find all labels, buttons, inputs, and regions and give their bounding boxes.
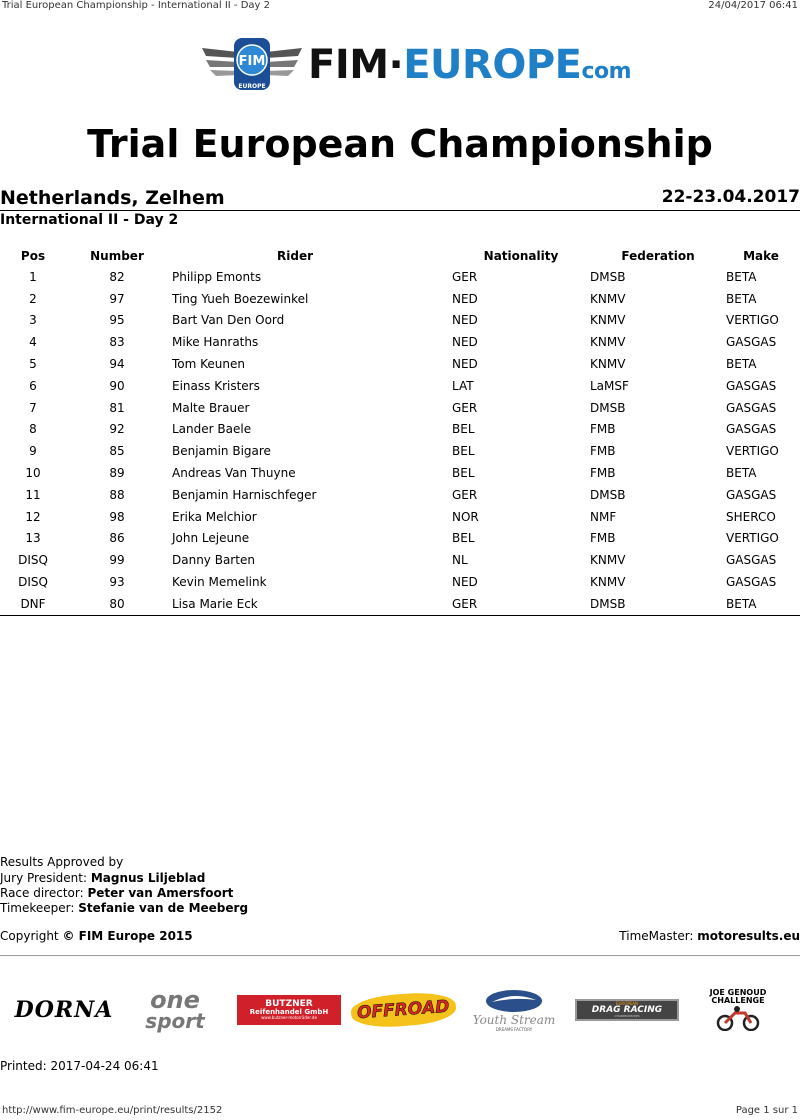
youthstream-swoosh-icon bbox=[484, 989, 544, 1013]
class-title: International II - Day 2 bbox=[0, 212, 179, 228]
cell-federation: KNMV bbox=[590, 553, 626, 568]
table-row bbox=[0, 528, 800, 550]
cell-pos: 13 bbox=[25, 531, 41, 546]
cell-nationality: BEL bbox=[452, 466, 475, 481]
page-title: Trial European Championship bbox=[87, 122, 713, 166]
table-row bbox=[0, 375, 800, 397]
cell-number: 86 bbox=[109, 531, 125, 546]
cell-nationality: GER bbox=[452, 400, 478, 415]
table-row bbox=[0, 549, 800, 571]
table-row bbox=[0, 331, 800, 353]
cell-make: GASGAS bbox=[726, 422, 777, 437]
cell-federation: DMSB bbox=[590, 487, 626, 502]
cell-make: VERTIGO bbox=[726, 531, 779, 546]
cell-rider: Bart Van Den Oord bbox=[172, 313, 285, 328]
cell-pos: 11 bbox=[25, 487, 41, 502]
cell-nationality: NED bbox=[452, 335, 478, 350]
page-number: Page 1 sur 1 bbox=[735, 1105, 798, 1116]
cell-nationality: LAT bbox=[452, 378, 474, 393]
cell-federation: FMB bbox=[590, 531, 616, 546]
cell-make: BETA bbox=[726, 269, 757, 284]
table-row bbox=[0, 571, 800, 593]
table-row bbox=[0, 419, 800, 441]
sponsor-joegenoud-logo: JOE GENOUD CHALLENGE bbox=[708, 982, 768, 1038]
cell-pos: 3 bbox=[29, 313, 37, 328]
cell-federation: KNMV bbox=[590, 575, 626, 590]
sponsor-dragracing-logo: EUROPEAN DRAG RACING CHAMPIONSHIPS bbox=[574, 982, 680, 1038]
cell-pos: 2 bbox=[29, 291, 37, 306]
cell-number: 93 bbox=[109, 575, 125, 590]
cell-make: BETA bbox=[726, 291, 757, 306]
cell-federation: FMB bbox=[590, 466, 616, 481]
cell-federation: KNMV bbox=[590, 357, 626, 372]
table-header-row bbox=[0, 246, 800, 266]
table-row bbox=[0, 397, 800, 419]
sponsor-dorna-logo: DORNA bbox=[14, 997, 114, 1023]
cell-pos: 10 bbox=[25, 466, 41, 481]
cell-number: 95 bbox=[109, 313, 125, 328]
cell-federation: FMB bbox=[590, 422, 616, 437]
cell-nationality: BEL bbox=[452, 422, 475, 437]
approval-heading: Results Approved by bbox=[0, 855, 124, 869]
page-url[interactable]: http://www.fim-europe.eu/print/results/2152 bbox=[2, 1105, 223, 1116]
cell-number: 97 bbox=[109, 291, 125, 306]
svg-text:EUROPE: EUROPE bbox=[238, 83, 266, 90]
cell-federation: FMB bbox=[590, 444, 616, 459]
table-row bbox=[0, 462, 800, 484]
cell-pos: 8 bbox=[29, 422, 37, 437]
cell-nationality: NED bbox=[452, 575, 478, 590]
cell-nationality: GER bbox=[452, 487, 478, 502]
cell-rider: Ting Yueh Boezewinkel bbox=[172, 291, 309, 306]
col-header-federation: Federation bbox=[621, 249, 695, 263]
cell-make: VERTIGO bbox=[726, 444, 779, 459]
cell-pos: DNF bbox=[0, 593, 66, 615]
cell-rider: Mike Hanraths bbox=[172, 335, 259, 350]
cell-make: BETA bbox=[726, 357, 757, 372]
cell-nationality: NOR bbox=[452, 509, 479, 524]
cell-rider: Kevin Memelink bbox=[172, 575, 267, 590]
cell-rider: Andreas Van Thuyne bbox=[172, 466, 296, 481]
table-row bbox=[0, 288, 800, 310]
cell-make: GASGAS bbox=[726, 487, 777, 502]
jury-president: Jury President: Magnus Liljeblad bbox=[0, 871, 206, 885]
cell-rider: Malte Brauer bbox=[172, 400, 250, 415]
col-header-nationality: Nationality bbox=[483, 249, 559, 263]
svg-text:FIM: FIM bbox=[238, 54, 266, 69]
cell-nationality: NED bbox=[452, 291, 478, 306]
cell-make: GASGAS bbox=[726, 553, 777, 568]
sponsor-youthstream-logo: Youth Stream DREAMS FACTORY bbox=[466, 982, 562, 1038]
event-dates: 22-23.04.2017 bbox=[661, 187, 800, 207]
cell-nationality: NED bbox=[452, 313, 478, 328]
cell-number: 82 bbox=[109, 269, 125, 284]
cell-pos: 1 bbox=[29, 269, 37, 284]
cell-number: 81 bbox=[109, 400, 125, 415]
cell-pos: DISQ bbox=[18, 553, 48, 568]
cell-rider: Einass Kristers bbox=[172, 378, 260, 393]
page-header-title: Trial European Championship - International II - Day 2 bbox=[2, 0, 270, 11]
cell-make: GASGAS bbox=[726, 575, 777, 590]
cell-make: SHERCO bbox=[726, 509, 776, 524]
cell-nationality: BEL bbox=[452, 531, 475, 546]
cell-pos: 4 bbox=[29, 335, 37, 350]
cell-rider: Danny Barten bbox=[172, 553, 255, 568]
table-row bbox=[0, 310, 800, 332]
race-director: Race director: Peter van Amersfoort bbox=[0, 886, 234, 900]
cell-number: 94 bbox=[109, 357, 125, 372]
cell-number: 88 bbox=[109, 487, 125, 502]
col-header-make: Make bbox=[743, 249, 779, 263]
cell-nationality: BEL bbox=[452, 444, 475, 459]
cell-rider: Benjamin Bigare bbox=[172, 444, 271, 459]
cell-number: 99 bbox=[109, 553, 125, 568]
col-header-number: Number bbox=[90, 249, 144, 263]
cell-federation: DMSB bbox=[590, 593, 726, 615]
cell-number: 80 bbox=[66, 593, 168, 615]
cell-number: 83 bbox=[109, 335, 125, 350]
motorbike-icon bbox=[713, 1005, 763, 1031]
cell-nationality: NED bbox=[452, 357, 478, 372]
cell-rider: Lander Baele bbox=[172, 422, 252, 437]
cell-federation: KNMV bbox=[590, 291, 626, 306]
cell-federation: LaMSF bbox=[590, 378, 629, 393]
timemaster: TimeMaster: motoresults.eu bbox=[619, 929, 800, 943]
logo-fim-text: FIM· bbox=[308, 42, 404, 88]
cell-number: 90 bbox=[109, 378, 125, 393]
cell-pos: 5 bbox=[29, 357, 37, 372]
cell-number: 98 bbox=[109, 509, 125, 524]
cell-federation: NMF bbox=[590, 509, 617, 524]
fim-wing-badge-icon bbox=[200, 36, 304, 98]
cell-make: GASGAS bbox=[726, 378, 777, 393]
cell-make: BETA bbox=[726, 466, 757, 481]
copyright: Copyright © FIM Europe 2015 bbox=[0, 929, 193, 943]
header-divider bbox=[0, 210, 800, 211]
logo-com-text: com bbox=[581, 59, 632, 84]
cell-make: GASGAS bbox=[726, 335, 777, 350]
cell-make: GASGAS bbox=[726, 400, 777, 415]
sponsor-offroad-logo: OFFROAD bbox=[356, 982, 450, 1038]
cell-make: BETA bbox=[726, 593, 800, 615]
cell-nationality: NL bbox=[452, 553, 468, 568]
cell-pos: 9 bbox=[29, 444, 37, 459]
cell-number: 89 bbox=[109, 466, 125, 481]
results-table bbox=[0, 246, 800, 616]
col-header-pos: Pos bbox=[20, 249, 46, 263]
cell-rider: Tom Keunen bbox=[172, 357, 245, 372]
cell-rider: Philipp Emonts bbox=[172, 269, 262, 284]
table-row bbox=[0, 484, 800, 506]
cell-rider: Erika Melchior bbox=[172, 509, 257, 524]
cell-pos: 6 bbox=[29, 378, 37, 393]
fim-europe-logo bbox=[200, 36, 632, 100]
table-row bbox=[0, 593, 800, 615]
page-header-date: 24/04/2017 06:41 bbox=[708, 0, 798, 11]
cell-number: 85 bbox=[109, 444, 125, 459]
cell-federation: KNMV bbox=[590, 335, 626, 350]
cell-federation: DMSB bbox=[590, 400, 626, 415]
printed-timestamp: Printed: 2017-04-24 06:41 bbox=[0, 1059, 159, 1073]
cell-number: 92 bbox=[109, 422, 125, 437]
sponsor-onesport-logo: one sport bbox=[145, 986, 205, 1033]
table-row bbox=[0, 353, 800, 375]
cell-nationality: GER bbox=[452, 269, 478, 284]
cell-nationality: GER bbox=[452, 593, 590, 615]
cell-federation: KNMV bbox=[590, 313, 626, 328]
cell-rider: John Lejeune bbox=[172, 531, 250, 546]
cell-pos: DISQ bbox=[18, 575, 48, 590]
cell-make: VERTIGO bbox=[726, 313, 779, 328]
col-header-rider: Rider bbox=[277, 249, 313, 263]
cell-pos: 12 bbox=[25, 509, 41, 524]
sponsor-butzner-logo: BUTZNER Reifenhandel GmbH www.butzner-motorräder.de bbox=[236, 982, 342, 1038]
logo-europe-text: EUROPE bbox=[403, 42, 582, 88]
table-row bbox=[0, 440, 800, 462]
table-row bbox=[0, 266, 800, 288]
footer-divider bbox=[0, 955, 800, 956]
cell-rider: Benjamin Harnischfeger bbox=[172, 487, 317, 502]
event-venue: Netherlands, Zelhem bbox=[0, 187, 225, 209]
cell-pos: 7 bbox=[29, 400, 37, 415]
timekeeper: Timekeeper: Stefanie van de Meeberg bbox=[0, 901, 249, 915]
cell-rider: Lisa Marie Eck bbox=[168, 593, 452, 615]
table-row bbox=[0, 506, 800, 528]
cell-federation: DMSB bbox=[590, 269, 626, 284]
